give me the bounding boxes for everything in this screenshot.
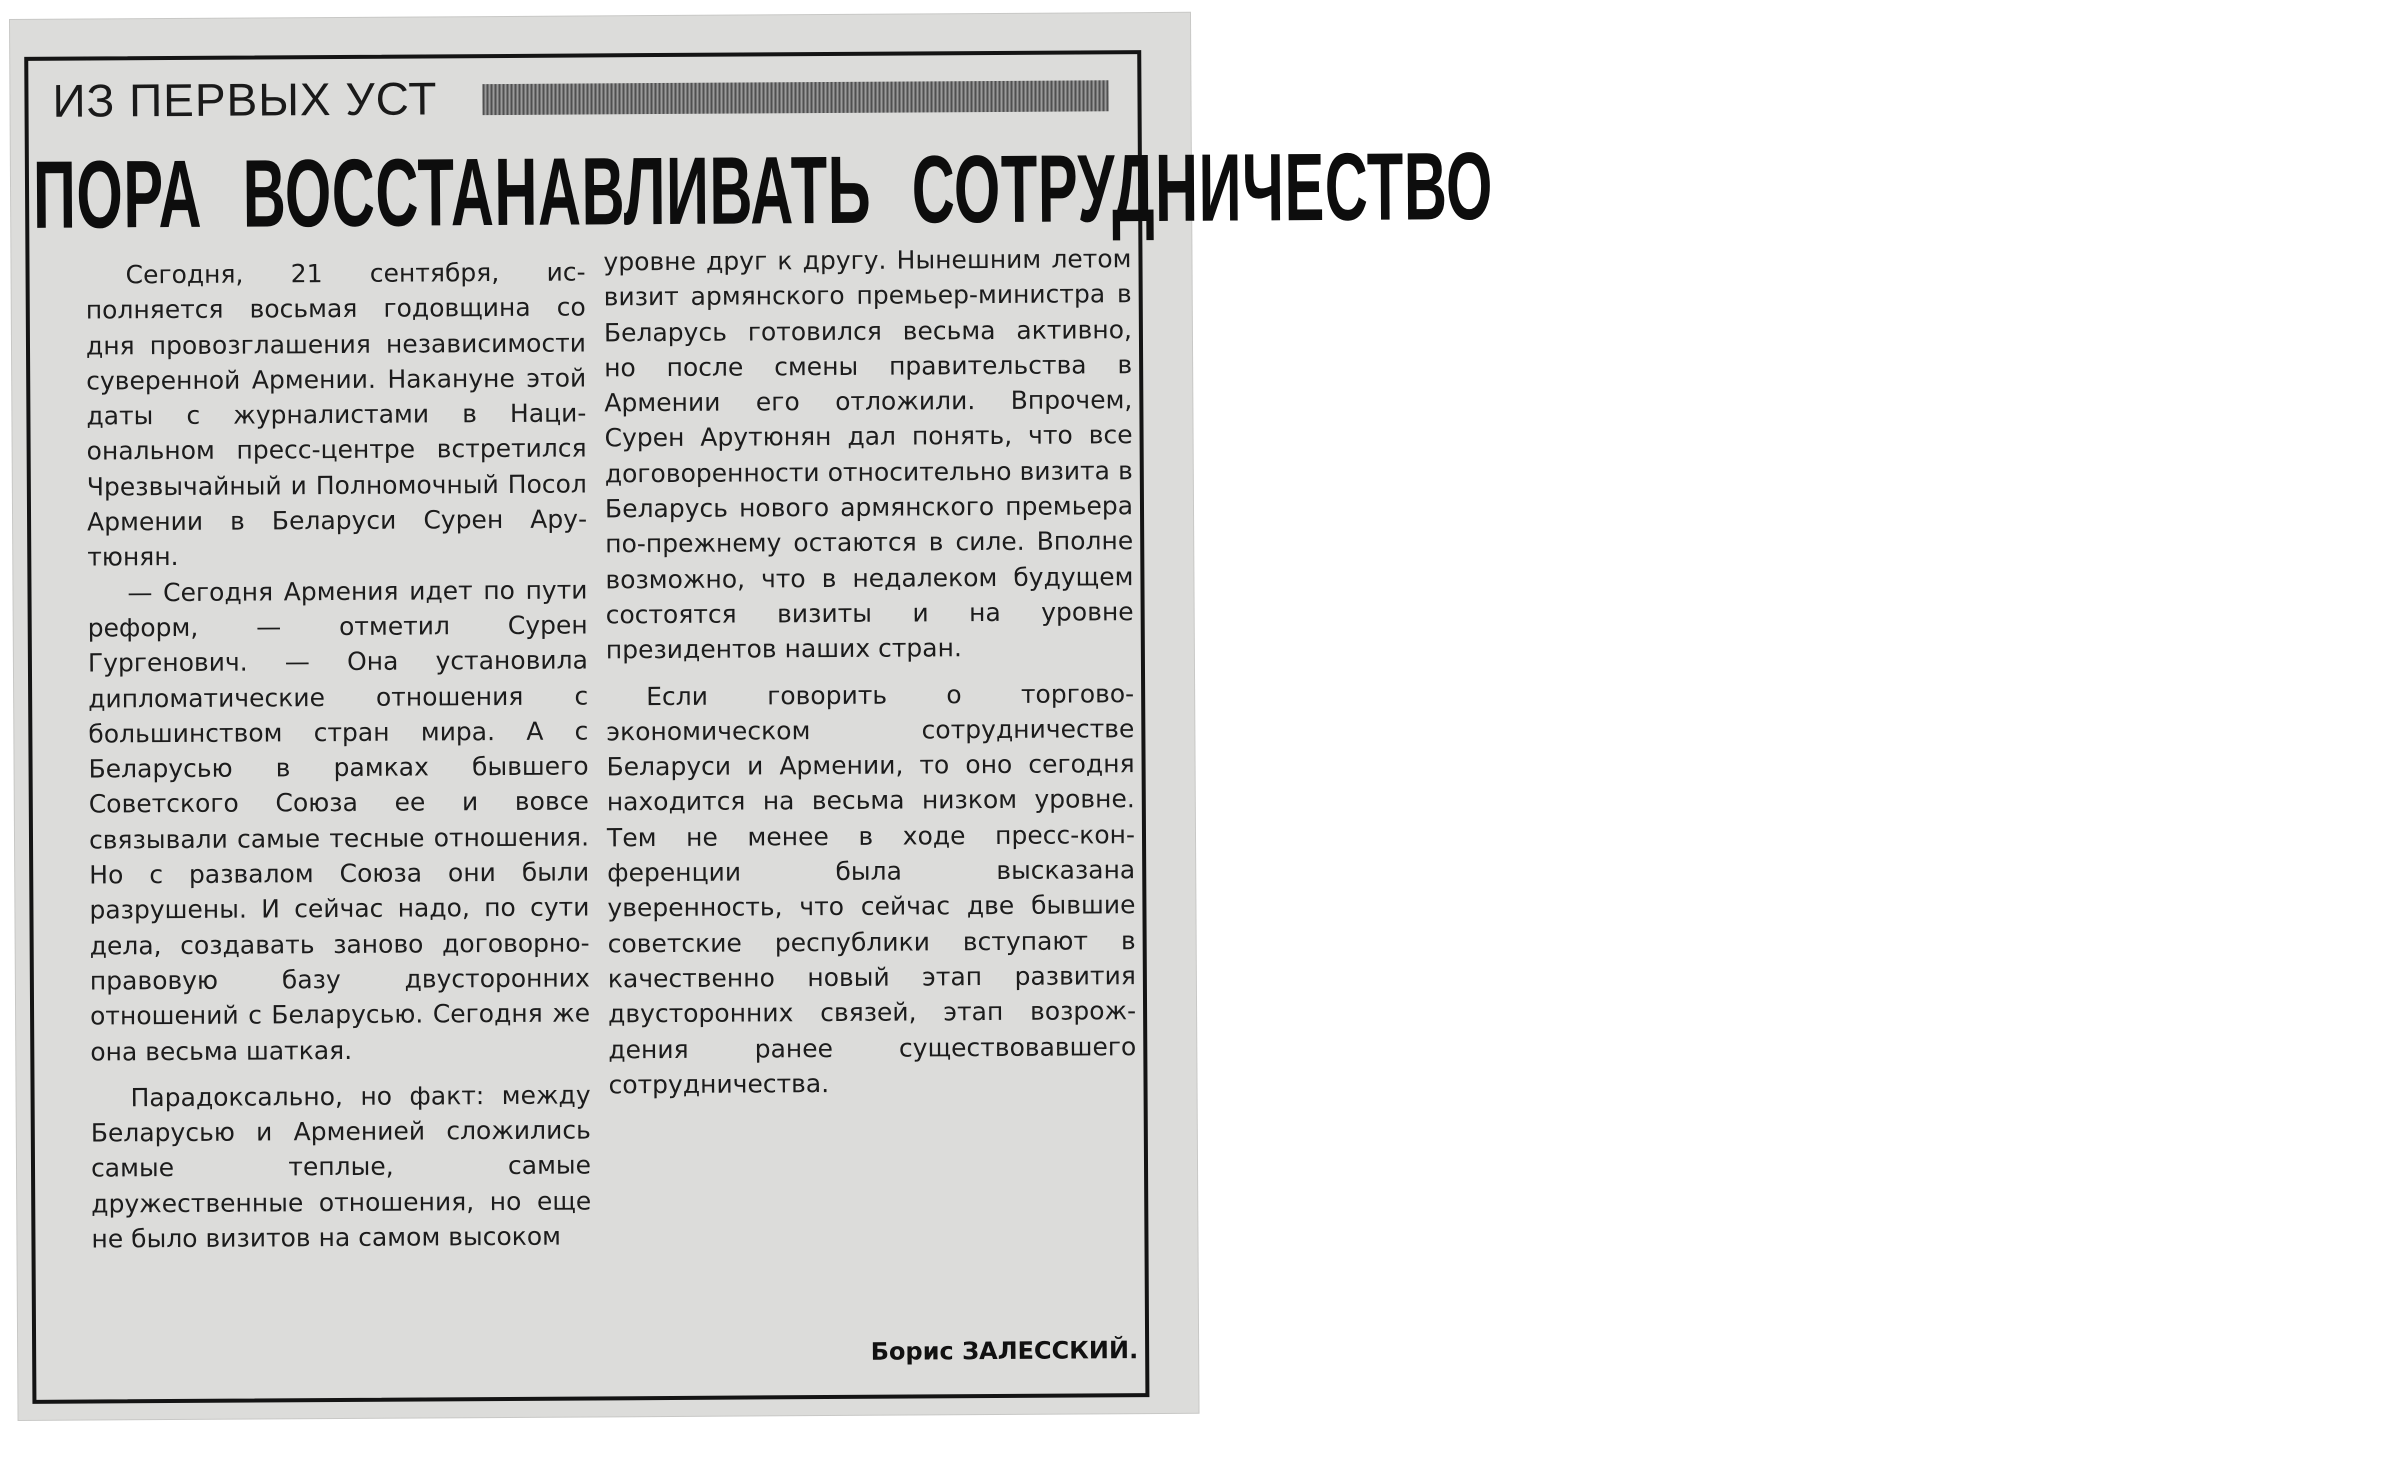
paragraph: — Сегодня Армения идет по пути реформ, — отметил Сурен Гургенович. — Она установила дипломатические отношения с большинством стран мира. А с Беларусью в рамках бывшего Советского Союза ее и вовсе связывали самые тесные отношения. Но с развалом Союза они были разрушены. И сейчас надо, по сути дела, создавать заново договорно-правовую базу двусторонних отношений с Беларусью. Сегодня же она весьма шаткая. [87, 575, 591, 1067]
paragraph: Парадоксально, но факт: между Беларусью и Арменией сложились самые теплые, самые дружественные отношения, но еще не было визитов на самом высоком [90, 1080, 592, 1254]
rubric-hatched-bar [482, 80, 1108, 115]
author-signature: Борис ЗАЛЕССКИЙ. [870, 1336, 1139, 1366]
article-headline [32, 132, 1494, 252]
article-column-left [85, 254, 591, 1256]
paragraph: уровне друг к другу. Нынешним летом визит армянского премьер-министра в Беларусь готовился весьма активно, но после смены правительства в Армении его отложили. Впрочем, Сурен Арутюнян дал понять, что все договоренности относительно визита в Беларусь нового армянского премьера по-прежнему остаются в силе. Вполне возможно, что в недалеком будущем состоятся визиты и на уровне президентов наших стран. [603, 244, 1134, 665]
paragraph: Если говорить о торгово-экономическом сотрудничестве Беларуси и Армении, то оно сегодня находится на весьма низком уровне. Тем не менее в ходе пресс-конференции была высказана уверенность, что сейчас две бывшие советские республики вступают в качественно новый этап развития двусторонних связей, этап возрождения ранее существовавшего сотрудничества. [606, 678, 1137, 1100]
newspaper-clipping [10, 13, 1494, 1420]
article-column-right [603, 241, 1136, 1102]
paragraph: Сегодня, 21 сентября, исполняется восьмая годовщина со дня провозглашения независимости суверенной Армении. Накануне этой даты с журналистами в Национальном пресс-центре встретился Чрезвычайный и Полномочный Посол Армении в Беларуси Сурен Арутюнян. [85, 257, 588, 572]
rubric-label: ИЗ ПЕРВЫХ УСТ [52, 72, 438, 127]
headline-text: ПОРА ВОССТАНАВЛИВАТЬ СОТРУДНИЧЕСТВО [32, 132, 1494, 249]
